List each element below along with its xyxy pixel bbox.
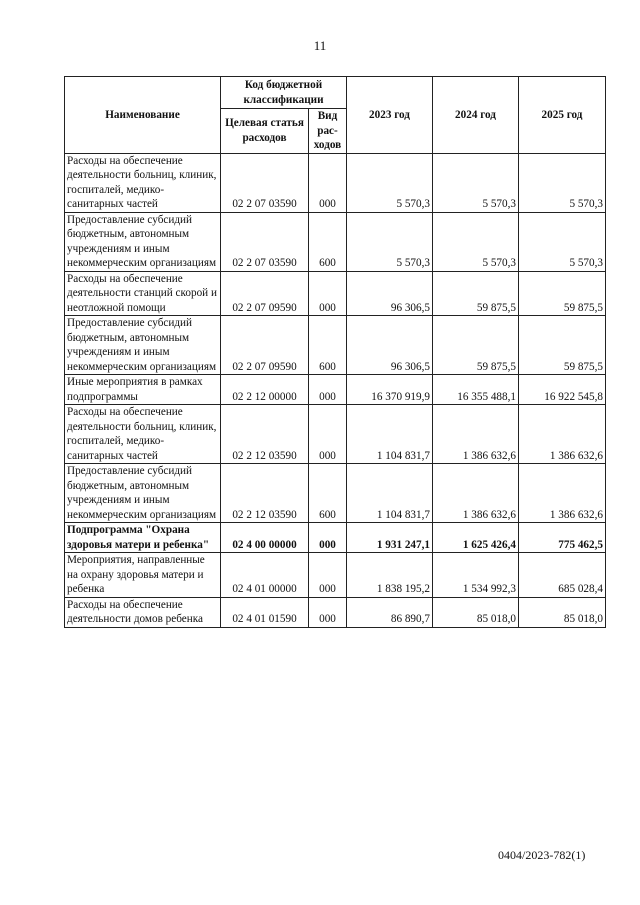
row-value-2025: 1 386 632,6 [519, 405, 606, 464]
row-value-2023: 5 570,3 [347, 153, 433, 212]
row-value-2025: 1 386 632,6 [519, 464, 606, 523]
header-expense-type: Вид рас-ходов [309, 109, 347, 154]
row-name: Расходы на обеспечение деятельности домов ребенка [65, 597, 221, 627]
header-year-2025: 2025 год [519, 77, 606, 154]
row-name: Расходы на обеспечение деятельности больниц, клиник, госпиталей, медико-санитарных частей [65, 405, 221, 464]
row-value-2024: 5 570,3 [433, 153, 519, 212]
header-kbk-group: Код бюджетной классификации [221, 77, 347, 109]
row-name: Мероприятия, направленные на охрану здоровья матери и ребенка [65, 553, 221, 598]
row-target-article: 02 2 07 03590 [221, 153, 309, 212]
table-body [65, 153, 606, 627]
row-value-2024: 59 875,5 [433, 271, 519, 316]
row-expense-type: 000 [309, 375, 347, 405]
row-name: Предоставление субсидий бюджетным, автономным учреждениям и иным некоммерческим организациям [65, 212, 221, 271]
row-value-2023: 5 570,3 [347, 212, 433, 271]
row-name: Подпрограмма "Охрана здоровья матери и ребенка" [65, 523, 221, 553]
table-row [65, 405, 606, 464]
row-expense-type: 000 [309, 405, 347, 464]
table-row [65, 153, 606, 212]
row-value-2023: 1 838 195,2 [347, 553, 433, 598]
header-year-2024: 2024 год [433, 77, 519, 154]
row-target-article: 02 2 12 03590 [221, 464, 309, 523]
row-value-2024: 5 570,3 [433, 212, 519, 271]
row-name: Расходы на обеспечение деятельности больниц, клиник, госпиталей, медико-санитарных частей [65, 153, 221, 212]
row-expense-type: 600 [309, 212, 347, 271]
row-target-article: 02 4 00 00000 [221, 523, 309, 553]
row-value-2023: 16 370 919,9 [347, 375, 433, 405]
header-name: Наименование [65, 77, 221, 154]
table-row [65, 464, 606, 523]
table-row [65, 316, 606, 375]
table-row [65, 212, 606, 271]
row-expense-type: 000 [309, 553, 347, 598]
budget-table [64, 76, 606, 628]
row-value-2025: 775 462,5 [519, 523, 606, 553]
row-expense-type: 000 [309, 153, 347, 212]
row-value-2025: 59 875,5 [519, 271, 606, 316]
row-expense-type: 000 [309, 597, 347, 627]
row-value-2023: 96 306,5 [347, 316, 433, 375]
row-value-2025: 685 028,4 [519, 553, 606, 598]
row-expense-type: 600 [309, 316, 347, 375]
row-value-2023: 1 104 831,7 [347, 464, 433, 523]
row-value-2024: 1 386 632,6 [433, 464, 519, 523]
row-value-2023: 1 931 247,1 [347, 523, 433, 553]
table-row [65, 597, 606, 627]
row-value-2025: 59 875,5 [519, 316, 606, 375]
row-name: Предоставление субсидий бюджетным, автономным учреждениям и иным некоммерческим организациям [65, 464, 221, 523]
row-expense-type: 000 [309, 523, 347, 553]
row-value-2025: 5 570,3 [519, 212, 606, 271]
row-name: Предоставление субсидий бюджетным, автономным учреждениям и иным некоммерческим организациям [65, 316, 221, 375]
row-target-article: 02 2 07 09590 [221, 271, 309, 316]
row-name: Расходы на обеспечение деятельности станций скорой и неотложной помощи [65, 271, 221, 316]
page-number: 11 [313, 38, 327, 53]
row-target-article: 02 4 01 01590 [221, 597, 309, 627]
row-value-2023: 1 104 831,7 [347, 405, 433, 464]
header-year-2023: 2023 год [347, 77, 433, 154]
row-value-2023: 96 306,5 [347, 271, 433, 316]
row-value-2024: 1 534 992,3 [433, 553, 519, 598]
table-row [65, 271, 606, 316]
row-expense-type: 600 [309, 464, 347, 523]
row-expense-type: 000 [309, 271, 347, 316]
row-target-article: 02 2 12 03590 [221, 405, 309, 464]
row-value-2024: 1 625 426,4 [433, 523, 519, 553]
row-name: Иные мероприятия в рамках подпрограммы [65, 375, 221, 405]
table-header [65, 77, 606, 154]
row-value-2023: 86 890,7 [347, 597, 433, 627]
row-target-article: 02 2 07 09590 [221, 316, 309, 375]
document-id: 0404/2023-782(1) [498, 848, 586, 862]
row-value-2024: 16 355 488,1 [433, 375, 519, 405]
row-value-2024: 1 386 632,6 [433, 405, 519, 464]
row-value-2025: 85 018,0 [519, 597, 606, 627]
header-target-article: Целевая статья расходов [221, 109, 309, 154]
row-value-2025: 16 922 545,8 [519, 375, 606, 405]
row-value-2024: 85 018,0 [433, 597, 519, 627]
row-target-article: 02 2 12 00000 [221, 375, 309, 405]
row-value-2025: 5 570,3 [519, 153, 606, 212]
row-value-2024: 59 875,5 [433, 316, 519, 375]
row-target-article: 02 2 07 03590 [221, 212, 309, 271]
row-target-article: 02 4 01 00000 [221, 553, 309, 598]
table-row [65, 523, 606, 553]
table-row [65, 375, 606, 405]
table-row [65, 553, 606, 598]
